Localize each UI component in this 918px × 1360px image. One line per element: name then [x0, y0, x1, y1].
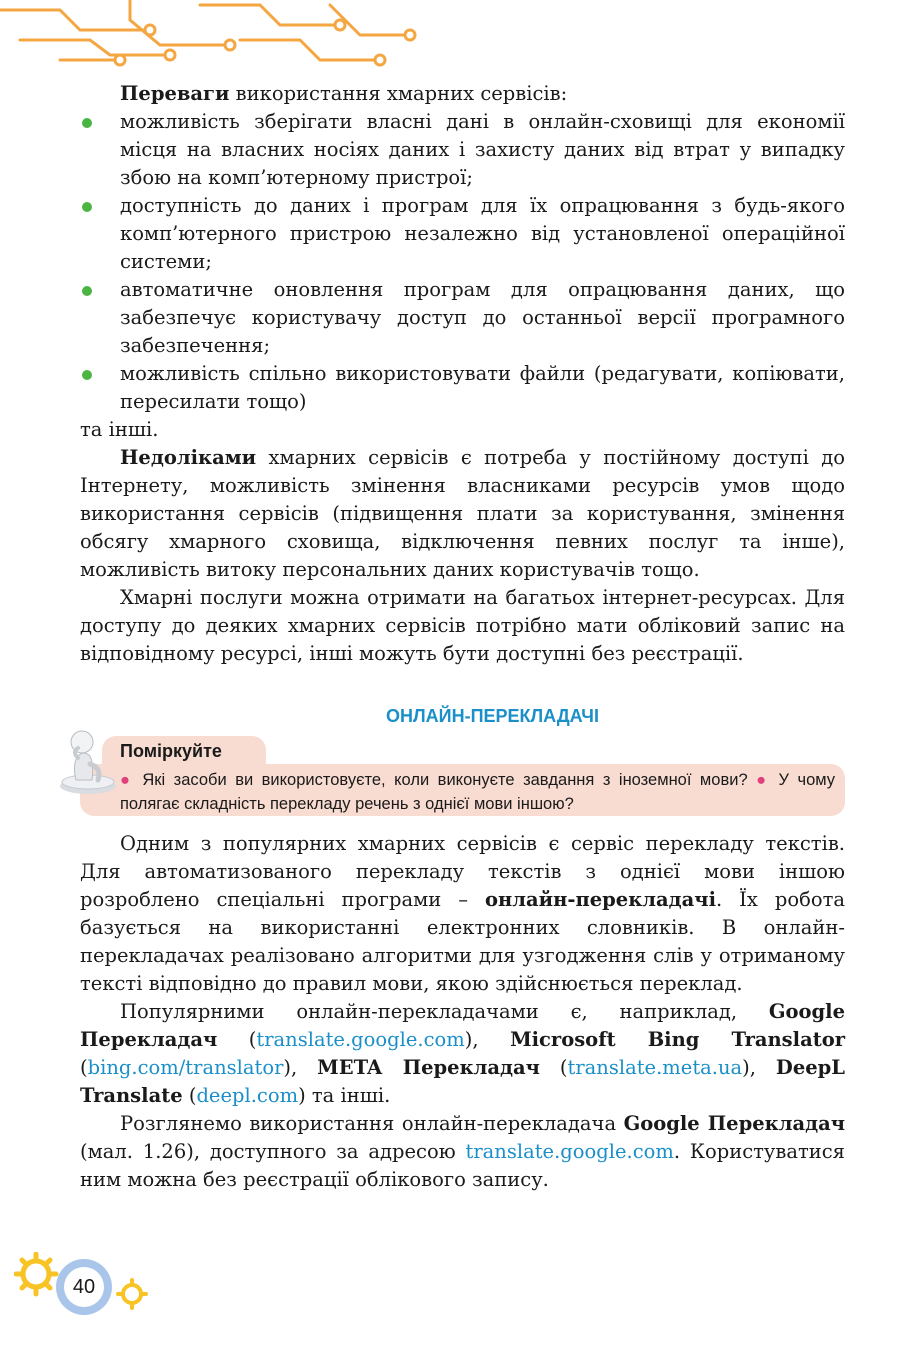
- list-item: доступність до даних і програм для їх опрацювання з будь-якого комп’ютерного пристрою незалежно від установленої операційної системи;: [80, 192, 845, 276]
- link-bing-translator[interactable]: bing.com/translator: [87, 1056, 284, 1079]
- bullet-icon: [82, 202, 92, 212]
- link-meta-translator[interactable]: translate.meta.ua: [567, 1056, 743, 1079]
- link-google-translate[interactable]: translate.google.com: [256, 1028, 465, 1051]
- advantages-tail: та інші.: [80, 418, 159, 441]
- consider-paragraph: Розглянемо використання онлайн-перекладача Google Перекладач (мал. 1.26), доступного за адресою translate.google.com. Користуватися ним можна без реєстрації облікового запису.: [80, 1112, 846, 1191]
- page-content: [80, 80, 845, 1194]
- section-title: ОНЛАЙН-ПЕРЕКЛАДАЧІ: [386, 706, 599, 726]
- list-item: можливість зберігати власні дані в онлайн-сховищі для економії місця на власних носіях даних і захисту даних від втрат у випадку збою на комп’ютерному пристрої;: [80, 108, 845, 192]
- advantages-intro: Переваги використання хмарних сервісів:: [120, 82, 568, 105]
- circuit-decoration: [0, 0, 430, 70]
- think-block: [80, 732, 845, 816]
- link-google-translate-2[interactable]: translate.google.com: [465, 1140, 674, 1163]
- thinking-person-icon: [48, 724, 118, 796]
- bullet-icon: [82, 118, 92, 128]
- note-bullet-icon: ●: [120, 771, 134, 789]
- disadvantages-paragraph: Недоліками хмарних сервісів є потреба у постійному доступі до Інтернету, можливість змінення власниками ресурсів умов щодо використання сервісів (підвищення плати за користування, змінення обсягу хмарного сховища, відключення певних послуг та інше), можливість витоку персональних даних користувачів тощо.: [80, 446, 845, 581]
- bullet-icon: [82, 370, 92, 380]
- bullet-icon: [82, 286, 92, 296]
- services-paragraph: Хмарні послуги можна отримати на багатьох інтернет-ресурсах. Для доступу до деяких хмарних сервісів потрібно мати обліковий запис на відповідному ресурсі, інші можуть бути доступні без реєстрації.: [80, 586, 845, 665]
- link-deepl[interactable]: deepl.com: [196, 1084, 299, 1107]
- list-item: автоматичне оновлення програм для опрацювання даних, що забезпечує користувачу доступ до останньої версії програмного забезпечення;: [80, 276, 845, 360]
- think-questions: ● Які засоби ви використовуєте, коли виконуєте завдання з іноземної мови? ● У чому полягає складність перекладу речень з однієї мови іншою?: [80, 764, 845, 816]
- advantages-list: [80, 108, 845, 416]
- note-bullet-icon: ●: [756, 771, 771, 789]
- page-number: 40: [72, 1276, 96, 1298]
- translators-paragraph: Одним з популярних хмарних сервісів є сервіс перекладу текстів. Для автоматизованого перекладу текстів з однієї мови іншою розроблено спеціальні програми – онлайн-перекладачі. Їх робота базується на використанні електронних словників. В онлайн-перекладачах реалізовано алгоритми для узгодження слів у отриманому тексті відповідно до правил мови, якою здійснюється переклад.: [80, 832, 845, 995]
- list-item: можливість спільно використовувати файли (редагувати, копіювати, пересилати тощо): [80, 360, 845, 416]
- popular-translators-paragraph: Популярними онлайн-перекладачами є, наприклад, Google Перекладач (translate.google.com), Microsoft Bing Translator (bing.com/translator), META Перекладач (translate.meta.ua), DeepL Translate (deepl.com) та інші.: [80, 1000, 845, 1107]
- think-label: Поміркуйте: [102, 736, 266, 766]
